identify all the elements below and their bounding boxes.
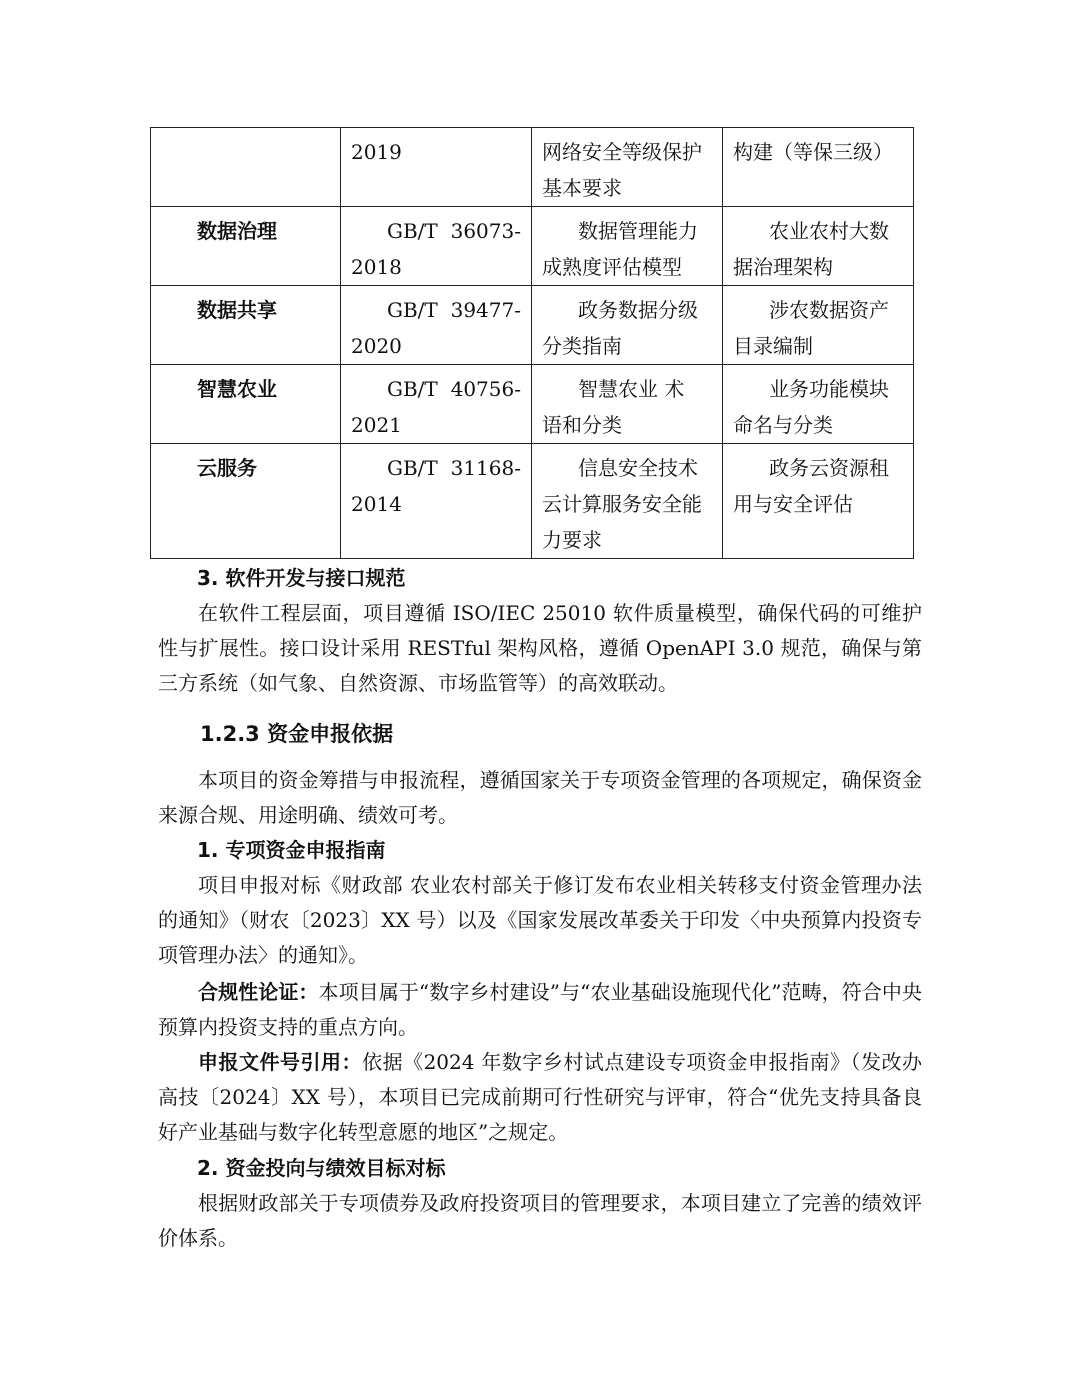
- table-cell-application: 农业农村大数 据治理架构: [723, 207, 914, 286]
- docref-paragraph: [158, 1045, 922, 1150]
- subsection-2-title: 2. 资金投向与绩效目标对标: [197, 1156, 446, 1180]
- table-cell-standard: 智慧农业 术 语和分类: [532, 365, 723, 444]
- section-3-body: 在软件工程层面，项目遵循 ISO/IEC 25010 软件质量模型，确保代码的可维护性与扩展性。接口设计采用 RESTful 架构风格，遵循 OpenAPI 3.0 规范，确保与第三方系统（如气象、自然资源、市场监管等）的高效联动。: [158, 601, 922, 695]
- table-cell-application: 业务功能模块 命名与分类: [723, 365, 914, 444]
- table-row: [151, 207, 914, 286]
- section-heading-1-2-3: 1.2.3 资金申报依据: [200, 722, 394, 746]
- table-cell-category: 云服务: [151, 444, 341, 559]
- section-3-title: 3. 软件开发与接口规范: [197, 566, 406, 590]
- table-cell-category: 数据共享: [151, 286, 341, 365]
- table-cell-application: 政务云资源租 用与安全评估: [723, 444, 914, 559]
- table-row: [151, 128, 914, 207]
- table-cell-code: GB/T 36073- 2018: [341, 207, 532, 286]
- standards-table: [150, 127, 914, 559]
- subsection-2-body: 根据财政部关于专项债券及政府投资项目的管理要求，本项目建立了完善的绩效评价体系。: [158, 1191, 922, 1250]
- table-row: [151, 444, 914, 559]
- docref-label: 申报文件号引用：: [198, 1050, 363, 1074]
- table-row: [151, 286, 914, 365]
- subsection-1-title: 1. 专项资金申报指南: [197, 838, 386, 862]
- intro-paragraph: 本项目的资金筹措与申报流程，遵循国家关于专项资金管理的各项规定，确保资金来源合规、用途明确、绩效可考。: [158, 768, 922, 827]
- table-cell-code: GB/T 39477- 2020: [341, 286, 532, 365]
- table-cell-application: 涉农数据资产 目录编制: [723, 286, 914, 365]
- table-cell-standard: 数据管理能力 成熟度评估模型: [532, 207, 723, 286]
- compliance-paragraph: [158, 975, 922, 1045]
- table-cell-category: 智慧农业: [151, 365, 341, 444]
- table-cell-code: GB/T 31168- 2014: [341, 444, 532, 559]
- table-cell-standard: 网络安全等级保护 基本要求: [532, 128, 723, 207]
- subsection-1-body: 项目申报对标《财政部 农业农村部关于修订发布农业相关转移支付资金管理办法的通知》（财农〔2023〕XX 号）以及《国家发展改革委关于印发〈中央预算内投资专项管理办法〉的通知》。: [158, 873, 922, 967]
- table-row: [151, 365, 914, 444]
- docref-text: 依据《2024 年数字乡村试点建设专项资金申报指南》（发改办高技〔2024〕XX 号），本项目已完成前期可行性研究与评审，符合“优先支持具备良好产业基础与数字化转型意愿的地区”之规定。: [158, 1050, 922, 1144]
- table-cell-code: 2019: [341, 128, 532, 207]
- compliance-label: 合规性论证：: [198, 980, 319, 1004]
- compliance-text: 本项目属于“数字乡村建设”与“农业基础设施现代化”范畴，符合中央预算内投资支持的重点方向。: [158, 980, 923, 1039]
- table-cell-standard: 信息安全技术 云计算服务安全能 力要求: [532, 444, 723, 559]
- table-cell-code: GB/T 40756- 2021: [341, 365, 532, 444]
- table-cell-application: 构建（等保三级）: [723, 128, 914, 207]
- table-cell-category: [151, 128, 341, 207]
- table-cell-category: 数据治理: [151, 207, 341, 286]
- table-cell-standard: 政务数据分级 分类指南: [532, 286, 723, 365]
